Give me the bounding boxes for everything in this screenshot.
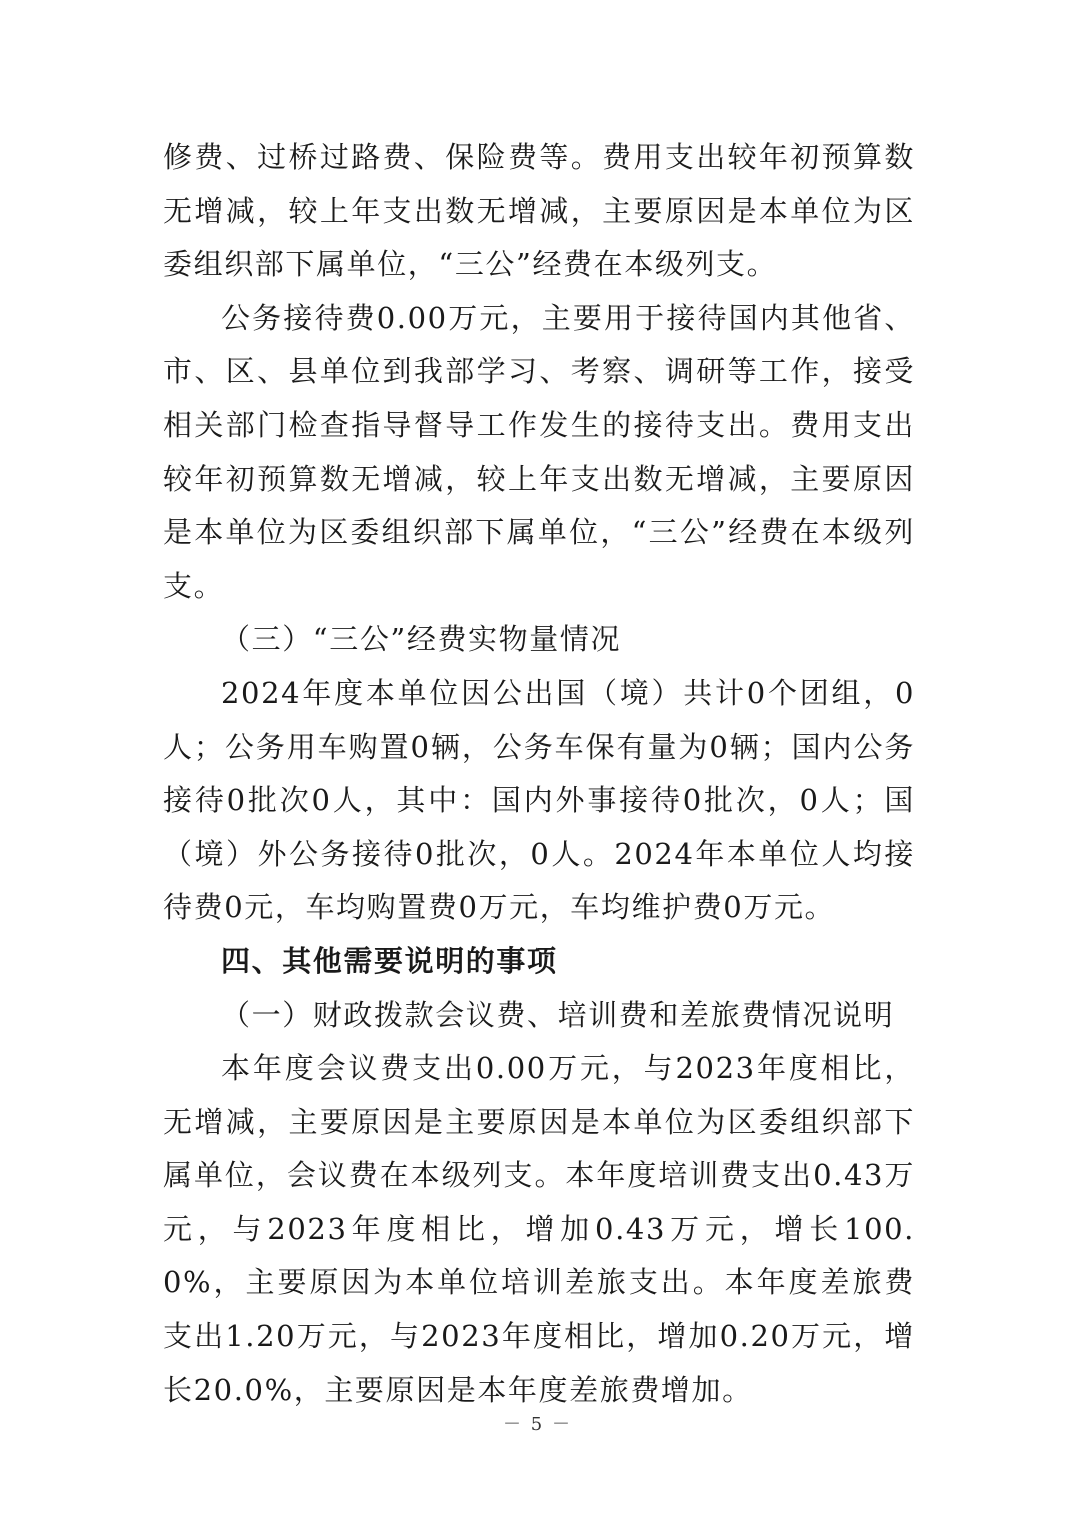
section-heading-other-matters: 四、其他需要说明的事项 [221, 943, 558, 978]
section-heading-physical-quantity: （三）“三公”经费实物量情况 [221, 622, 622, 657]
paragraph-meeting-training-travel: 本年度会议费支出0.00万元，与2023年度相比，无增减，主要原因是主要原因是本单位为区委组织部下属单位，会议费在本级列支。本年度培训费支出0.43万元，与2023年度相比，增加0.43万元，增长100.0%，主要原因为本单位培训差旅支出。本年度差旅费支出1.20万元，与2023年度相比，增加0.20万元，增长20.0%，主要原因是本年度差旅费增加。 [163, 1051, 915, 1407]
paragraph-reception-costs: 公务接待费0.00万元，主要用于接待国内其他省、市、区、县单位到我部学习、考察、调研等工作，接受相关部门检查指导督导工作发生的接待支出。费用支出较年初预算数无增减，较上年支出数无增减，主要原因是本单位为区委组织部下属单位，“三公”经费在本级列支。 [163, 300, 915, 603]
paragraph-vehicle-costs: 修费、过桥过路费、保险费等。费用支出较年初预算数无增减，较上年支出数无增减，主要原因是本单位为区委组织部下属单位，“三公”经费在本级列支。 [163, 140, 915, 282]
document-body [163, 131, 915, 1417]
page-number: － 5 － [503, 1414, 572, 1435]
section-heading-meeting-training-travel: （一）财政拨款会议费、培训费和差旅费情况说明 [221, 997, 895, 1032]
paragraph-physical-quantity: 2024年度本单位因公出国（境）共计0个团组，0人；公务用车购置0辆，公务车保有量为0辆；国内公务接待0批次0人，其中：国内外事接待0批次，0人；国（境）外公务接待0批次，0人。2024年本单位人均接待费0元，车均购置费0万元，车均维护费0万元。 [163, 675, 915, 925]
